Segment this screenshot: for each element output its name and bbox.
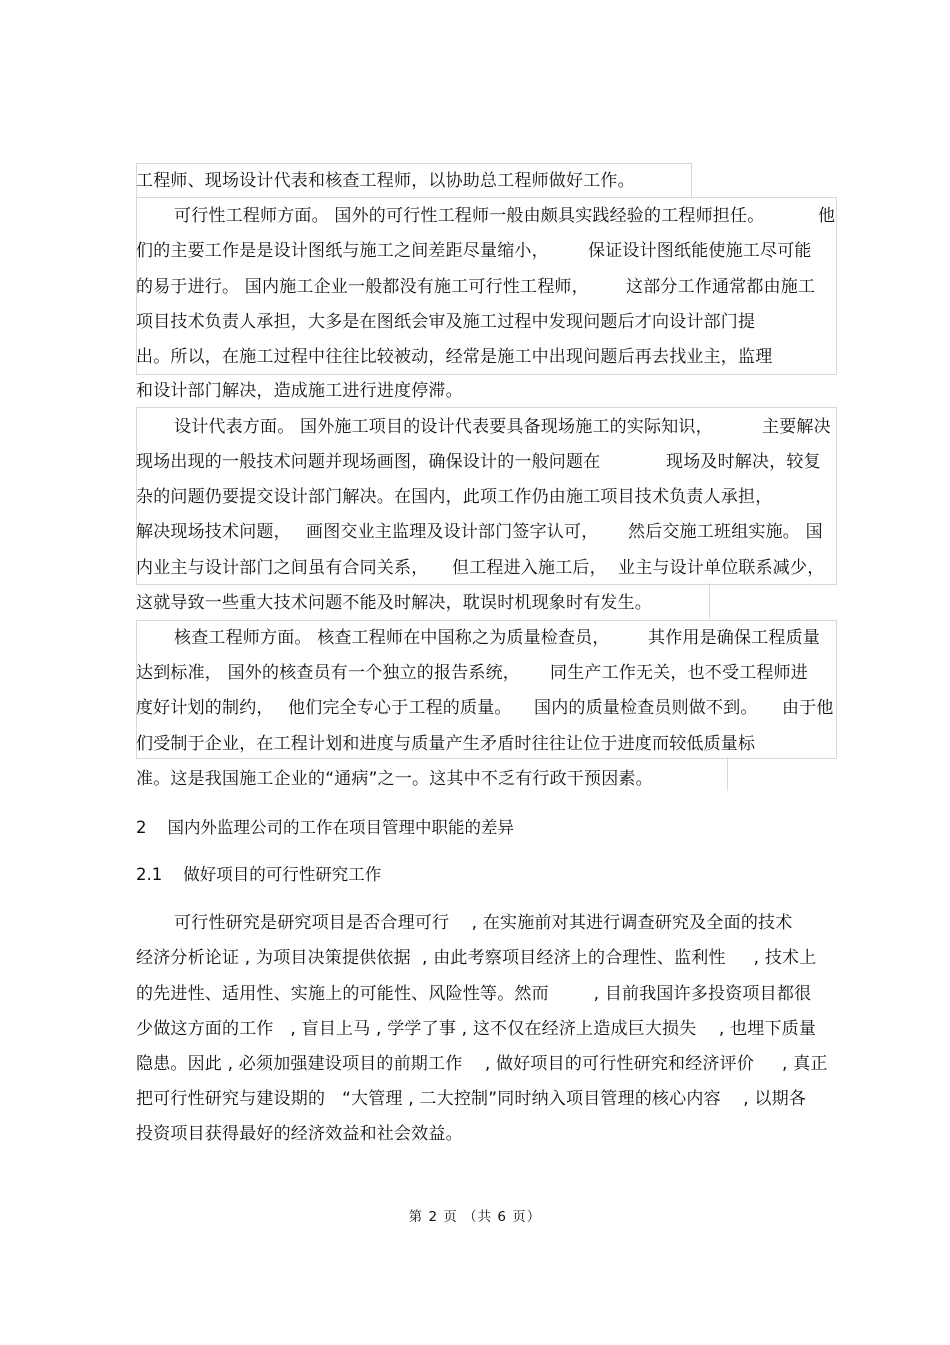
text-line-12-end: 业主与设计单位联系减少，	[618, 558, 825, 578]
text-line-2-end: 他	[818, 206, 836, 226]
text-line-18: 准。这是我国施工企业的“通病”之一。这其中不乏有行政干预因素。	[136, 769, 653, 789]
text-line-3-end: 保证设计图纸能使施工尽可能	[588, 241, 812, 261]
text-line-5: 项目技术负责人承担，大多是在图纸会审及施工过程中发现问题后才向设计部门提	[136, 312, 756, 332]
text-line-15-end: 同生产工作无关，也不受工程师进	[550, 663, 808, 683]
body-line-6: 把可行性研究与建设期的 “大管理 , 二大控制”同时纳入项目管理的核心内容 , 以期各	[136, 1089, 807, 1109]
text-line-12-mid: 但工程进入施工后，	[452, 558, 607, 578]
text-line-16-mid2: 国内的质量检查员则做不到。	[534, 698, 758, 718]
text-line-9: 现场出现的一般技术问题并现场画图，确保设计的一般问题在	[136, 452, 601, 472]
text-line-11: 解决现场技术问题，	[136, 522, 291, 542]
text-line-9-end: 现场及时解决，较复	[666, 452, 821, 472]
body-line-7: 投资项目获得最好的经济效益和社会效益。	[136, 1124, 463, 1144]
body-line-1: 可行性研究是研究项目是否合理可行 , 在实施前对其进行调查研究及全面的技术	[174, 913, 793, 933]
text-line-13: 这就导致一些重大技术问题不能及时解决，耽误时机现象时有发生。	[136, 593, 652, 613]
text-line-1: 工程师、现场设计代表和核查工程师，以协助总工程师做好工作。	[136, 171, 635, 191]
text-line-4: 的易于进行。 国内施工企业一般都没有施工可行性工程师，	[136, 277, 589, 297]
text-line-16-mid: 他们完全专心于工程的质量。	[288, 698, 512, 718]
text-line-3: 们的主要工作是是设计图纸与施工之间差距尽量缩小，	[136, 241, 549, 261]
body-line-3: 的先进性、适用性、实施上的可能性、风险性等。然而 , 目前我国许多投资项目都很	[136, 984, 812, 1004]
text-line-8-end: 主要解决	[762, 417, 831, 437]
text-line-17: 们受制于企业，在工程计划和进度与质量产生矛盾时往往让位于进度而较低质量标	[136, 734, 756, 754]
section-heading: 2 国内外监理公司的工作在项目管理中职能的差异	[136, 818, 514, 837]
text-line-2: 可行性工程师方面。 国外的可行性工程师一般由颇具实践经验的工程师担任。	[174, 206, 765, 226]
text-line-12: 内业主与设计部门之间虽有合同关系，	[136, 558, 429, 578]
text-line-16-end: 由于他	[782, 698, 834, 718]
body-line-2: 经济分析论证 , 为项目决策提供依据 , 由此考察项目经济上的合理性、监利性 , 技术上	[136, 948, 817, 968]
text-line-8: 设计代表方面。 国外施工项目的设计代表要具备现场施工的实际知识，	[174, 417, 713, 437]
text-line-14-end: 其作用是确保工程质量	[648, 628, 820, 648]
subsection-heading: 2.1 做好项目的可行性研究工作	[136, 865, 382, 884]
body-line-4: 少做这方面的工作 , 盲目上马 , 学学了事 , 这不仅在经济上造成巨大损失 , 也埋下质量	[136, 1019, 817, 1039]
text-line-15: 达到标准， 国外的核查员有一个独立的报告系统，	[136, 663, 521, 683]
text-line-14: 核查工程师方面。 核查工程师在中国称之为质量检查员，	[174, 628, 610, 648]
frame-line-a	[709, 583, 710, 619]
page-footer: 第 2 页 （共 6 页）	[408, 1209, 542, 1225]
text-line-16: 度好计划的制约，	[136, 698, 274, 718]
text-line-11-end: 然后交施工班组实施。 国	[628, 522, 823, 542]
text-line-11-mid: 画图交业主监理及设计部门签字认可，	[306, 522, 599, 542]
text-line-4-end: 这部分工作通常都由施工	[626, 277, 816, 297]
frame-line-b	[727, 757, 728, 791]
text-line-10: 杂的问题仍要提交设计部门解决。在国内，此项工作仍由施工项目技术负责人承担，	[136, 487, 773, 507]
text-line-6: 出。所以，在施工过程中往往比较被动，经常是施工中出现问题后再去找业主，监理	[136, 347, 773, 367]
text-line-7: 和设计部门解决，造成施工进行进度停滞。	[136, 381, 463, 401]
body-line-5: 隐患。因此 , 必须加强建设项目的前期工作 , 做好项目的可行性研究和经济评价 , 真正	[136, 1054, 828, 1074]
